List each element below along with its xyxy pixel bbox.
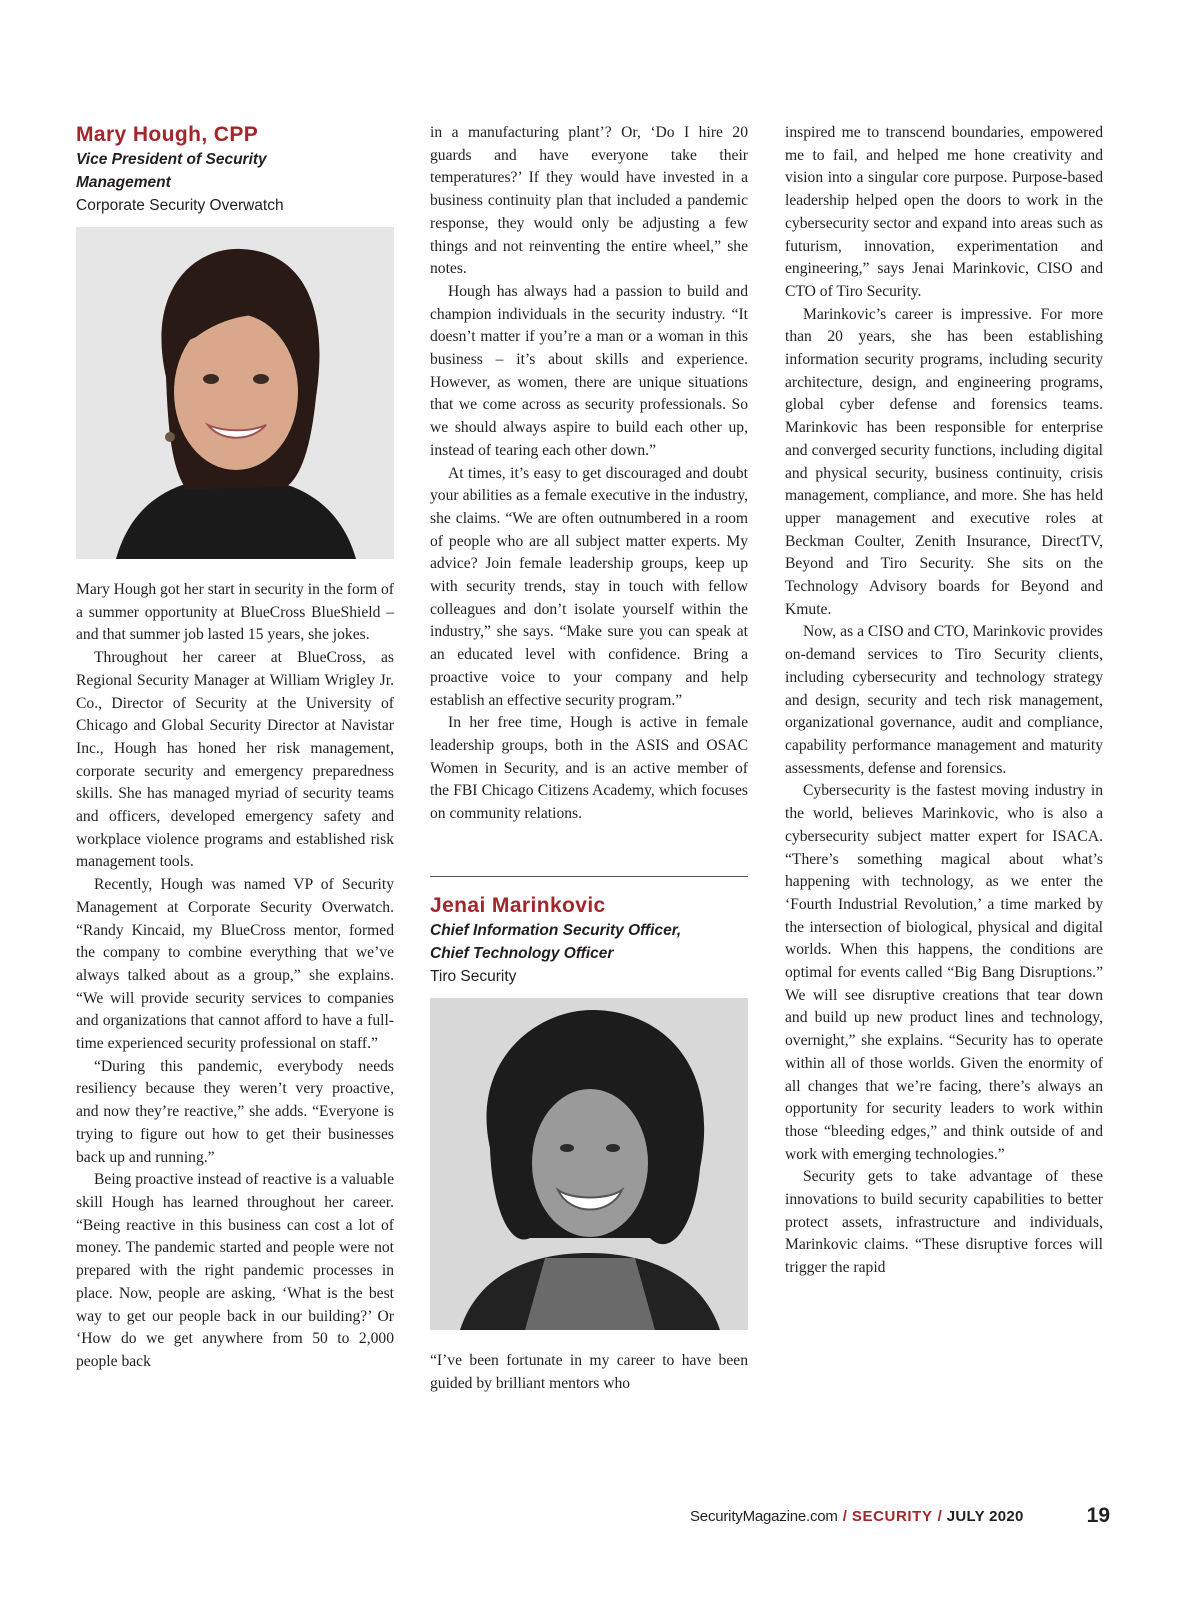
paragraph: “I’ve been fortunate in my career to have been guided by brilliant mentors who [430, 1351, 748, 1392]
profile-organization: Tiro Security [430, 967, 517, 985]
footer-magazine-name: SECURITY [851, 1508, 933, 1525]
paragraph: In her free time, Hough is active in female leadership groups, both in the ASIS and OSAC Women in Security, and is an active member of the FBI Chicago Citizens Academy, which focuses on community relations. [430, 714, 748, 823]
column-2 [430, 122, 748, 1395]
column-1 [76, 122, 394, 1374]
section-divider [430, 876, 748, 877]
profile-title: Chief Information Security Officer, [430, 921, 682, 939]
article-body [430, 1350, 748, 1395]
footer-issue-date: JULY 2020 [946, 1508, 1024, 1525]
paragraph: Mary Hough got her start in security in the form of a summer opportunity at BlueCross BlueShield – and that summer job lasted 15 years, she jokes. [76, 581, 394, 644]
paragraph: At times, it’s easy to get discouraged and doubt your abilities as a female executive in the industry, she claims. “We are often outnumbered in a room of people who are all subject matter experts. My advice? Join female leadership groups, keep up with security trends, stay in touch with fellow colleagues and don’t isolate yourself within the industry,” she says. “Make sure you can speak at an educated level with confidence. Bring a proactive voice to your company and help establish an effective security program.” [430, 464, 748, 709]
paragraph: Cybersecurity is the fastest moving industry in the world, believes Marinkovic, who is also a cybersecurity subject matter expert for ISACA. “There’s something magical about what’s happening with technology, as we enter the ‘Fourth Industrial Revolution,’ a time marked by the intersection of biological, physical and digital worlds. When this happens, the conditions are optimal for events called “Big Bang Disruptions.” We will see disruptive creations that tear down and build up new product lines and technology, overnight,” she explains. “Security has to operate within all of those worlds. Given the enormity of all changes that we’re facing, there’s always an opportunity for security leaders to work within those “bleeding edges,” and think outside of and work with emerging technologies.” [785, 782, 1103, 1163]
footer-website: SecurityMagazine.com [690, 1508, 838, 1525]
paragraph: Being proactive instead of reactive is a valuable skill Hough has learned throughout her career. “Being reactive in this business can cost a lot of money. The pandemic started and people were not prepared with the right pandemic processes in place. Now, people are asking, ‘What is the best way to get our people back in our building?’ Or ‘How do we get anywhere from 50 to 2,000 people back [76, 1171, 394, 1370]
article-body [76, 579, 394, 1374]
footer-separator: / [842, 1508, 847, 1525]
paragraph: Recently, Hough was named VP of Security Management at Corporate Security Overwatch. “Randy Kincaid, my BlueCross mentor, formed the company to combine everything that we’ve always talked about as a group,” she explains. “We will provide security services to companies and organizations that cannot afford to have a full-time experienced security professional on staff.” [76, 876, 394, 1053]
profile-title-continued: Chief Technology Officer [430, 944, 614, 962]
page-footer [690, 1504, 1110, 1538]
profile-name: Mary Hough, CPP [76, 123, 259, 146]
paragraph: “During this pandemic, everybody needs resiliency because they weren’t very proactive, and now they’re reactive,” she adds. “Everyone is trying to figure out how to get their businesses back up and running.” [76, 1057, 394, 1166]
profile-title: Vice President of Security [76, 151, 267, 168]
paragraph: inspired me to transcend boundaries, empowered me to fail, and helped me hone creativity and vision into a singular core purpose. Purpose-based leadership helped open the doors to work in the cybersecurity sector and expand into areas such as futurism, innovation, experimentation and engineering,” says Jenai Marinkovic, CISO and CTO of Tiro Security. [785, 124, 1103, 300]
profile-title-continued: Management [76, 174, 171, 191]
article-body [785, 122, 1103, 1280]
page-number: 19 [1086, 1504, 1110, 1527]
article-body [430, 122, 748, 826]
paragraph: in a manufacturing plant’? Or, ‘Do I hire 20 guards and have everyone take their temperatures?’ If they would have invested in a business continuity plan that included a pandemic response, they would only be adjusting a few things and not reinventing the entire wheel,” she notes. [430, 124, 748, 278]
footer-separator: / [937, 1508, 942, 1525]
portrait-photo [430, 998, 748, 1330]
paragraph: Throughout her career at BlueCross, as Regional Security Manager at William Wrigley Jr. Co., Director of Security at the University of Chicago and Global Security Director at Navistar Inc., Hough has honed her risk management, corporate security and emergency preparedness skills. She has managed myriad of security teams and officers, developed emergency safety and workplace violence programs and established risk management tools. [76, 649, 394, 871]
paragraph: Security gets to take advantage of these innovations to build security capabilities to better protect assets, infrastructure and individuals, Marinkovic claims. “These disruptive forces will trigger the rapid [785, 1168, 1103, 1277]
portrait-illustration [430, 998, 748, 1330]
paragraph: Hough has always had a passion to build and champion individuals in the security industry. “It doesn’t matter if you’re a man or a woman in this business – it’s about skills and experience. However, as women, there are unique situations that we come across as security professionals. So we should always aspire to build each other up, instead of tearing each other down.” [430, 282, 748, 459]
paragraph: Now, as a CISO and CTO, Marinkovic provides on-demand services to Tiro Security clients, including cybersecurity and technology strategy and design, security and tech risk management, organizational governance, audit and compliance, capability performance management and maturity assessments, defense and forensics. [785, 623, 1103, 777]
column-3 [785, 122, 1103, 1280]
profile-name: Jenai Marinkovic [430, 893, 606, 917]
portrait-photo [76, 227, 394, 559]
profile-organization: Corporate Security Overwatch [76, 197, 284, 214]
paragraph: Marinkovic’s career is impressive. For more than 20 years, she has been establishing information security programs, including security architecture, design, and engineering programs, global cyber defense and forensics teams. Marinkovic has been responsible for enterprise and converged security functions, including digital and physical security, business continuity, crisis management, compliance, and more. She has held upper management and executive roles at Beckman Coulter, Zenith Insurance, DirectTV, Beyond and Tiro Security. She sits on the Technology Advisory boards for Beyond and Kmute. [785, 305, 1103, 618]
portrait-illustration [76, 227, 394, 559]
